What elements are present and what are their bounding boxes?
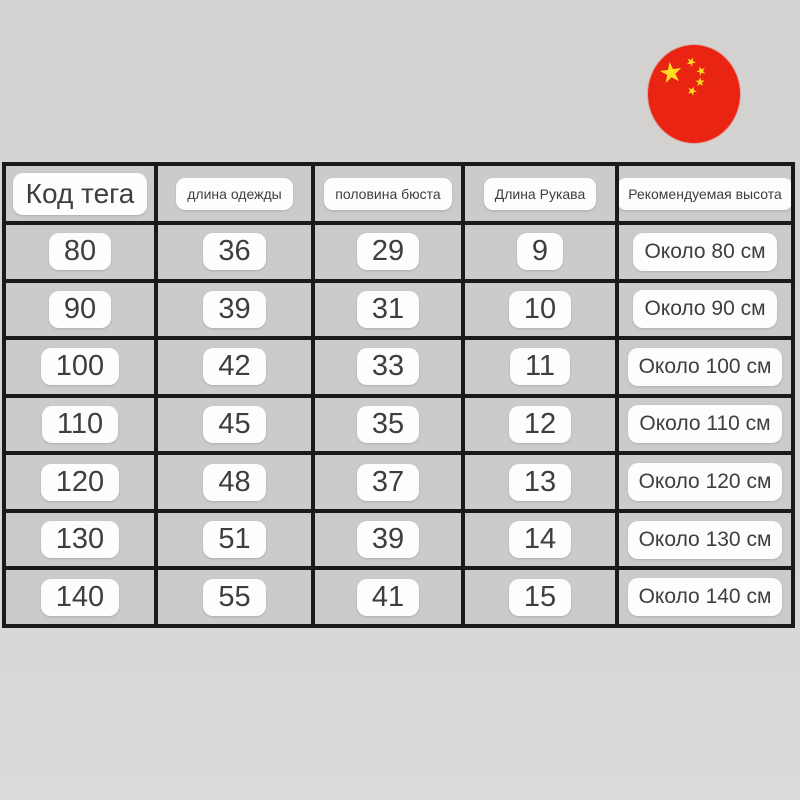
table-cell	[315, 225, 461, 279]
large-star-icon: ★	[656, 55, 686, 90]
china-flag-icon	[648, 45, 740, 143]
table-cell	[465, 340, 615, 394]
value-pill: 90	[49, 291, 111, 328]
table-cell	[315, 340, 461, 394]
header-pill: длина одежды	[176, 178, 292, 210]
header-cell	[315, 166, 461, 221]
header-pill: половина бюста	[324, 178, 451, 210]
table-cell	[619, 398, 791, 452]
table-cell	[6, 455, 154, 509]
value-pill: Около 90 см	[633, 290, 776, 328]
table-cell	[619, 283, 791, 337]
table-cell	[315, 455, 461, 509]
table-cell	[158, 225, 311, 279]
value-pill: 42	[203, 348, 265, 385]
table-cell	[158, 398, 311, 452]
table-cell	[315, 513, 461, 567]
table-cell	[619, 513, 791, 567]
value-pill: 37	[357, 464, 419, 501]
table-cell	[619, 455, 791, 509]
table-cell	[465, 455, 615, 509]
value-pill: Около 100 см	[628, 348, 783, 386]
table-cell	[6, 513, 154, 567]
value-pill: 100	[41, 348, 119, 385]
value-pill: 39	[357, 521, 419, 558]
table-cell	[6, 283, 154, 337]
value-pill: Около 80 см	[633, 233, 776, 271]
small-star-icon: ★	[683, 82, 701, 100]
value-pill: 14	[509, 521, 571, 558]
table-cell	[158, 570, 311, 624]
header-cell	[619, 166, 791, 221]
value-pill: 31	[357, 291, 419, 328]
value-pill: 120	[41, 464, 119, 501]
value-pill: 51	[203, 521, 265, 558]
table-cell	[619, 570, 791, 624]
table-cell	[6, 225, 154, 279]
value-pill: 80	[49, 233, 111, 270]
value-pill: Около 140 см	[628, 578, 783, 616]
value-pill: 45	[203, 406, 265, 443]
value-pill: 33	[357, 348, 419, 385]
value-pill: 48	[203, 464, 265, 501]
value-pill: Около 120 см	[628, 463, 783, 501]
value-pill: 29	[357, 233, 419, 270]
small-star-icon: ★	[682, 53, 700, 71]
value-pill: 35	[357, 406, 419, 443]
table-cell	[619, 225, 791, 279]
header-pill: Рекомендуемая высота	[619, 178, 791, 210]
value-pill: 11	[510, 348, 570, 385]
value-pill: Около 110 см	[628, 405, 781, 443]
table-cell	[6, 340, 154, 394]
small-star-icon: ★	[691, 74, 709, 90]
value-pill: 39	[203, 291, 265, 328]
value-pill: 12	[509, 406, 571, 443]
table-cell	[315, 283, 461, 337]
value-pill: 140	[41, 579, 119, 616]
table-cell	[315, 570, 461, 624]
value-pill: 15	[509, 579, 571, 616]
table-cell	[158, 283, 311, 337]
table-cell	[465, 570, 615, 624]
value-pill: 130	[41, 521, 119, 558]
table-cell	[6, 570, 154, 624]
value-pill: 10	[509, 291, 571, 328]
table-cell	[6, 398, 154, 452]
table-cell	[465, 398, 615, 452]
value-pill: 110	[42, 406, 118, 443]
table-cell	[158, 513, 311, 567]
value-pill: Около 130 см	[628, 521, 783, 559]
table-cell	[465, 513, 615, 567]
header-cell	[6, 166, 154, 221]
value-pill: 36	[203, 233, 265, 270]
value-pill: 55	[203, 579, 265, 616]
value-pill: 9	[517, 233, 563, 270]
table-cell	[158, 340, 311, 394]
header-cell	[465, 166, 615, 221]
header-cell	[158, 166, 311, 221]
table-cell	[465, 225, 615, 279]
table-cell	[619, 340, 791, 394]
header-pill: Длина Рукава	[484, 178, 597, 210]
table-cell	[465, 283, 615, 337]
table-cell	[158, 455, 311, 509]
value-pill: 13	[509, 464, 571, 501]
small-star-icon: ★	[693, 65, 709, 77]
value-pill: 41	[357, 579, 419, 616]
size-table	[2, 162, 795, 628]
header-pill: Код тега	[13, 173, 148, 215]
table-cell	[315, 398, 461, 452]
